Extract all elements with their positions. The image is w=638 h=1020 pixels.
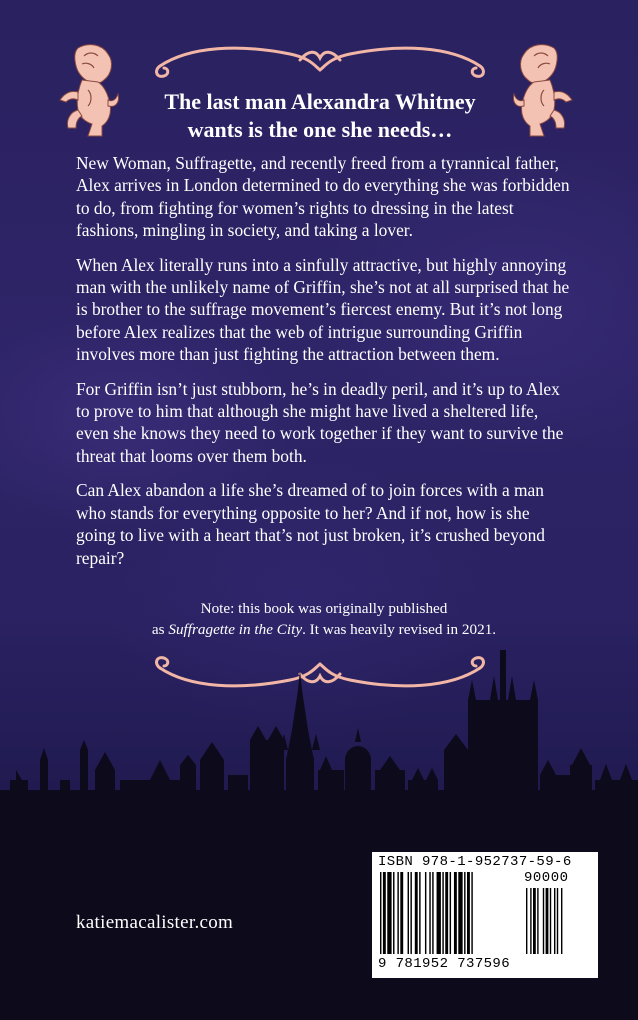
blurb-paragraph: Can Alex abandon a life she’s dreamed of to join forces with a man who stands for everything opposite to her? And if not, how is she going to live with a heart that’s not just broken, it’s crushed beyond repair? xyxy=(76,480,545,568)
headline-line-1: The last man Alexandra Whitney xyxy=(164,89,476,114)
barcode-digits: 9 781952 737596 xyxy=(378,956,511,972)
book-blurb xyxy=(76,152,572,581)
headline xyxy=(130,88,510,144)
note-line-1: Note: this book was originally published xyxy=(200,600,448,617)
note-prefix: as xyxy=(151,620,169,638)
blurb-paragraph: New Woman, Suffragette, and recently freed from a tyrannical father, Alex arrives in London determined to do everything she was forbidden to do, from fighting for women’s rights to dressing in the latest fashions, mingling in society, and taking a lover. xyxy=(76,153,570,241)
blurb-paragraph: For Griffin isn’t just stubborn, he’s in deadly peril, and it’s up to Alex to prove to him that although she might have lived a sheltered life, even she knows they need to work together if they want to survive the threat that looms over them both. xyxy=(76,378,564,466)
original-title: Suffragette in the City xyxy=(168,620,303,638)
author-website: katiemacalister.com xyxy=(76,912,234,933)
note-suffix: . It was heavily revised in 2021. xyxy=(302,620,497,638)
headline-line-2: wants is the one she needs… xyxy=(187,117,453,142)
scroll-flourish-icon xyxy=(150,36,490,82)
isbn-barcode xyxy=(372,852,598,978)
lion-rampant-icon xyxy=(510,40,584,140)
blurb-paragraph: When Alex literally runs into a sinfully attractive, but highly annoying man with the unlikely name of Griffin, she’s not at all surprised that he is brother to the suffrage movement’s fiercest enemy. But it’s not long before Alex realizes that the web of intrigue surrounding Griffin involves more than just fighting the attraction between them. xyxy=(76,254,570,365)
price-code: 90000 xyxy=(524,870,569,886)
lion-rampant-icon xyxy=(48,40,122,140)
isbn-number: ISBN 978-1-952737-59-6 xyxy=(378,854,572,870)
